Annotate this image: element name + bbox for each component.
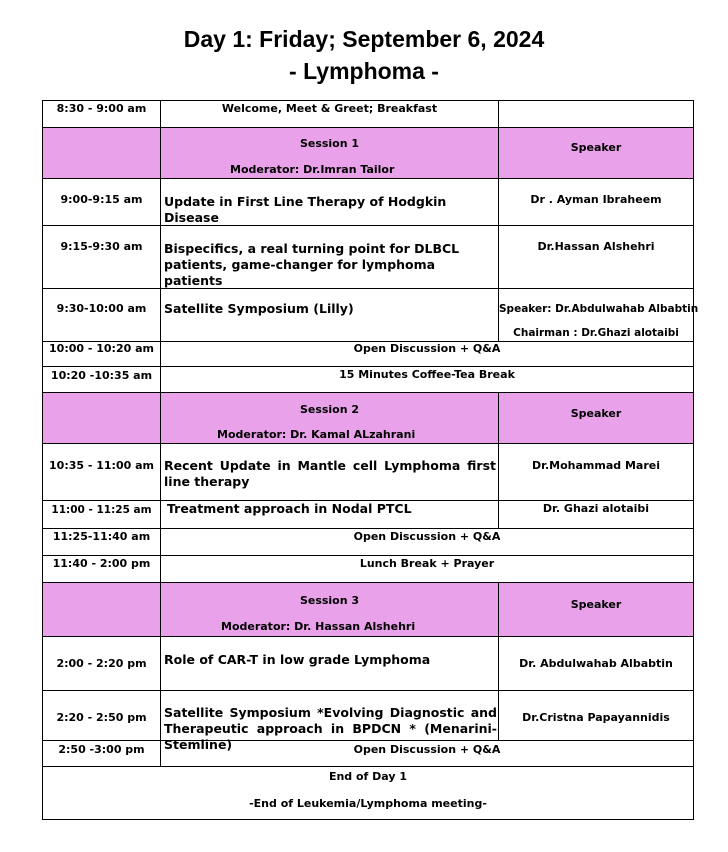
- time-cell: 11:00 - 11:25 am: [51, 504, 152, 516]
- time-cell: 2:00 - 2:20 pm: [56, 657, 147, 670]
- speaker-cell: Dr. Ghazi alotaibi: [542, 502, 650, 515]
- chairman-cell: Chairman : Dr.Ghazi alotaibi: [513, 327, 679, 339]
- topic-cell: Satellite Symposium (Lilly): [164, 301, 354, 316]
- page-title: Day 1: Friday; September 6, 2024: [183, 26, 545, 52]
- session-2-moderator: Moderator: Dr. Kamal ALzahrani: [217, 428, 416, 441]
- session-3-speaker-header: Speaker: [570, 598, 622, 611]
- topic-cell: Update in First Line Therapy of Hodgkin Disease: [164, 194, 447, 225]
- open-discussion-label: Open Discussion + Q&A: [353, 743, 501, 756]
- time-cell: 11:40 - 2:00 pm: [52, 557, 151, 570]
- speaker-cell: Speaker: Dr.Abdulwahab Albabtin: [499, 303, 699, 315]
- session-2-speaker-header: Speaker: [570, 407, 622, 420]
- speaker-cell: Dr.Hassan Alshehri: [537, 240, 655, 253]
- open-discussion-label: Open Discussion + Q&A: [353, 530, 501, 543]
- time-cell: 10:35 - 11:00 am: [49, 459, 154, 472]
- topic-cell: Bispecifics, a real turning point for DLBCL patients, game-changer for lymphoma patients: [164, 241, 460, 288]
- session-1-title: Session 1: [299, 137, 360, 150]
- coffee-break-label: 15 Minutes Coffee-Tea Break: [339, 368, 515, 381]
- speaker-cell: Dr . Ayman Ibraheem: [530, 193, 662, 206]
- time-cell: 9:30-10:00 am: [56, 302, 147, 315]
- page-subtitle: - Lymphoma -: [289, 58, 439, 84]
- end-of-day-label: End of Day 1: [328, 770, 408, 783]
- time-cell: 2:50 -3:00 pm: [58, 743, 145, 756]
- topic-cell: Role of CAR-T in low grade Lymphoma: [164, 652, 431, 667]
- time-cell: 2:20 - 2:50 pm: [56, 711, 147, 724]
- end-of-meeting-label: -End of Leukemia/Lymphoma meeting-: [249, 797, 487, 810]
- lunch-break-label: Lunch Break + Prayer: [359, 557, 495, 570]
- session-1-moderator: Moderator: Dr.Imran Tailor: [230, 163, 395, 176]
- breakfast-label: Welcome, Meet & Greet; Breakfast: [221, 102, 438, 115]
- time-cell: 9:15-9:30 am: [60, 240, 143, 253]
- open-discussion-label: Open Discussion + Q&A: [353, 342, 501, 355]
- topic-cell: Satellite Symposium *Evolving Diagnostic and Therapeutic approach in BPDCN * (Menarini-Stemline): [164, 705, 497, 752]
- time-cell: 11:25-11:40 am: [52, 530, 151, 543]
- time-cell: 8:30 - 9:00 am: [56, 102, 147, 115]
- session-2-title: Session 2: [299, 403, 360, 416]
- topic-cell: Treatment approach in Nodal PTCL: [167, 501, 412, 516]
- speaker-cell: Dr.Cristna Papayannidis: [522, 711, 670, 724]
- topic-cell: Recent Update in Mantle cell Lymphoma first line therapy: [164, 458, 496, 489]
- time-cell: 10:20 -10:35 am: [50, 369, 153, 382]
- session-1-speaker-header: Speaker: [570, 141, 622, 154]
- session-3-moderator: Moderator: Dr. Hassan Alshehri: [221, 620, 416, 633]
- speaker-cell: Dr.Mohammad Marei: [532, 459, 660, 472]
- session-3-title: Session 3: [299, 594, 360, 607]
- speaker-cell: Dr. Abdulwahab Albabtin: [519, 657, 673, 670]
- time-cell: 9:00-9:15 am: [60, 193, 143, 206]
- time-cell: 10:00 - 10:20 am: [49, 342, 154, 355]
